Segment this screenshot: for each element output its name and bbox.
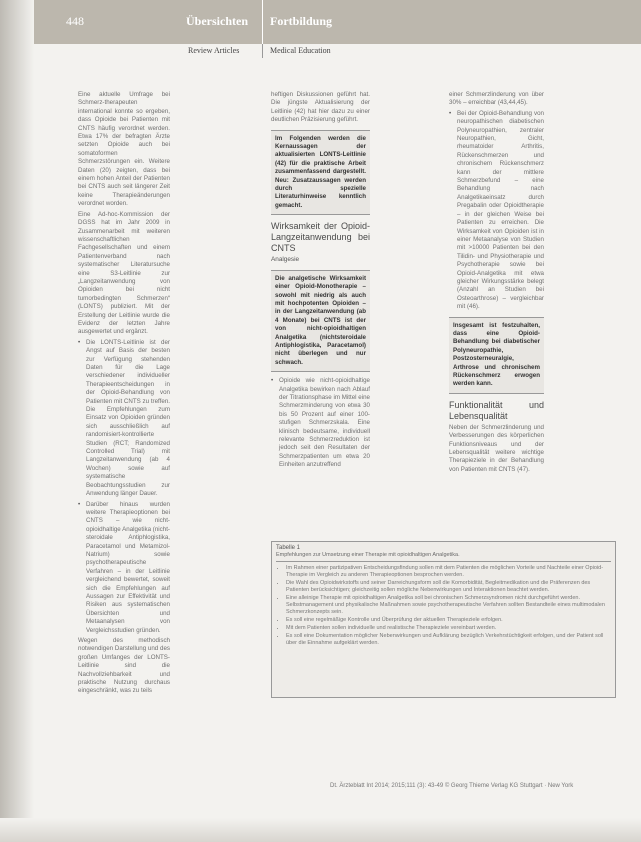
table-item: • Mit dem Patienten sollen individuelle und realistische Therapieziele vereinbart werden. [286,625,609,632]
section-title-right: Fortbildung [270,14,333,28]
key-statement-box: Im Folgenden werden die Kernaussagen der aktualisierten LONTS-Leitlinie (42) für die praktische Arbeit zusammenfassend dargestellt. Neu: Zusatzaussagen werden durch spezielle Literaturhinweise kenntlich gemacht. [271,130,370,216]
table-caption: Empfehlungen zur Umsetzung einer Therapie mit opioidhaltigen Analgetika. [276,552,460,558]
bullet-item: • Die LONTS-Leitlinie ist der Angst auf Basis der besten zur Verfügung stehenden Daten für die Lage verschiedener individueller Therapieentscheidungen in der Opioid-Behandlung von Patienten mit CNTS zu treffen. Die Empfehlungen zum Einsatz von Opioiden gründen sich ausschließlich auf randomisiert-kontrollierte Studien (RCT; Randomized Controlled Trial) mit Langzeitanwendung (ab 4 Wochen) sowie auf systematische Beobachtungsstudien zur Anwendung länger Dauer. [78,339,170,499]
key-statement-box: Die analgetische Wirksamkeit einer Opioid-Monotherapie – sowohl mit niedrig als auch mit hochpotenten Opioiden – in der Langzeitanwendung (ab 4 Monate) bei CNTS ist der von nicht-opioidhaltigen Analgetika (nichtsteroidale Antiphlogistika, Paracetamol) nicht überlegen und nur schwach. [271,270,370,372]
page-footer: Dt. Ärzteblatt Int 2014; 2015;111 (3): 43-49 © Georg Thieme Verlag KG Stuttgart · New York [330,783,574,789]
table-item: • Es soll eine regelmäßige Kontrolle und Überprüfung der aktuellen Therapieziele erfolgen. [286,617,609,624]
page-number: 448 [66,14,84,28]
section-title-left: Übersichten [186,14,248,28]
paragraph: einer Schmerzlinderung von über 30% – erreichbar (43,44,45). [449,91,544,107]
table-title: Tabelle 1 [276,545,301,551]
table-item: • Es soll eine Dokumentation möglicher Nebenwirkungen und Aufklärung bezüglich Verkehrstüchtigkeit erfolgen, und der Patient soll über die Einnahme aufgeklärt werden. [286,633,609,647]
subsection-left: Review Articles [188,46,240,55]
paragraph: Wegen des methodisch notwendigen Darstellung und des großen Umfanges der LONTS-Leitlinie sind die Nachvollziehbarkeit und praktische Nutzung durchaus eingeschränkt, was zu teils [78,637,170,695]
section-heading: Wirksamkeit der Opioid-Langzeitanwendung bei CNTS [271,221,370,254]
recommendations-table [271,541,616,698]
paragraph: Neben der Schmerzlinderung und Verbesserungen des körperlichen Funktionsniveaus und der Lebensqualität weitere wichtige Therapieziele in der Behandlung von Patienten mit CNTS (47). [449,423,544,473]
key-statement-box: Insgesamt ist festzuhalten, dass eine Opioid-Behandlung bei diabetischer Polyneuropathie, Postzosterneuralgie, Arthrose und chronischem Rückenschmerz erwogen werden kann. [449,317,544,394]
subsection-divider [262,44,263,58]
page-header-bar [0,0,641,44]
subsection-right: Medical Education [270,46,331,55]
binding-shadow [0,0,34,842]
column-3 [449,91,544,476]
bullet-item: • Bei der Opioid-Behandlung von neuropathischen diabetischen Polyneuropathien, zentraler Neuropathien, Gicht, rheumatoider Arthritis, Rückenschmerzen und chronischem Rückenschmerz kann der mittlere Schmerzbefund – eine Behandlung nach Analgetikaeinsatz durch Pregabalin oder Opioidtherapie – in der gleichen Weise bei Patienten zu erreichen. Die Wirksamkeit von Opioiden ist in einer Metaanalyse von Studien mit >10000 Patienten bei den Tilidin- und Physiotherapie und Psychotherapie sowie bei Opioid-Analgetika mit etwa gleicher Wirkungsstärke belegt (Anzahl an Studien bei Osteoarthrose) – vergleichbar mit (46). [449,110,544,312]
table-list [272,565,615,647]
table-item: • Die Wahl des Opioidwirkstoffs und seiner Darreichungsform soll die Komorbidität, Begleitmedikation und die Präferenzen des Patienten berücksichtigen; gleichzeitig sollen mögliche Nebenwirkungen und Interaktionen beachtet werden. [286,580,609,594]
subsection-heading: Analgesie [271,256,300,264]
table-rule [276,561,611,562]
column-1 [78,91,170,698]
bottom-shadow [0,818,641,842]
table-item: • Im Rahmen einer partizipativen Entscheidungsfindung sollen mit dem Patienten die möglichen Vorteile und Nachteile einer Opioid-Therapie im Vergleich zu anderen Therapieoptionen besprochen werden. [286,565,609,579]
table-item: • Eine alleinige Therapie mit opioidhaltigen Analgetika soll bei chronischen Schmerzsyndromen nicht durchgeführt werden. Selbstmanagement und physikalische Maßnahmen sowie psychotherapeutische Verfahren sollten Bestandteile eines multimodalen Schmerzkonzepts sein. [286,595,609,616]
bullet-item: • Darüber hinaus wurden weitere Therapieoptionen bei CNTS – wie nicht-opioidhaltige Analgetika (nicht-steroidale Antiphlogistika, Paracetamol und Metamizol-Natrium) sowie psychotherapeutische Verfahren – in der Leitlinie vergleichend bewertet, soweit sich die Empfehlungen auf Aussagen zur Effektivität und Risiken aus systematischen Übersichten und Metaanalysen von Vergleichsstudien gründen. [78,501,170,636]
section-heading: Funktionalität und Lebensqualität [449,399,544,421]
bullet-item: • Opioide wie nicht-opioidhaltige Analgetika bewirken nach Ablauf der Titrationsphase im Mittel eine Schmerzminderung von etwa 30 bis 50 Prozent auf einer 100-stufigen Schmerzskala. Eine klinisch bedeutsame, individuell relevante Schmerzreduktion ist jedoch seit den Resultaten der Schmerzpatienten um etwa 20 Einheiten anzutreffend [271,377,370,469]
header-divider [262,0,263,44]
column-2 [271,91,370,472]
paragraph: Eine aktuelle Umfrage bei Schmerz-therapeuten international konnte so ergeben, dass Opioide bei Patienten mit CNTS häufig verordnet werden. Etwa 17% der befragten Ärzte setzten Opioide auch bei somatoformen Schmerzstörungen ein. Weitere Daten (20) zeigten, dass bei einem hohen Anteil der Patienten bei CNTS auch seit längerer Zeit keine Therapieänderungen verordnet worden. [78,91,170,208]
paragraph: Eine Ad-hoc-Kommission der DGSS hat im Jahr 2009 in Zusammenarbeit mit weiteren wissenschaftlichen Fachgesellschaften und einem Patientenverband nach systematischer Literatursuche eine S3-Leitlinie zur „Langzeitanwendung von Opioiden bei nicht tumorbedingten Schmerzen“ (LONTS) publiziert. Mit der Erstellung der Leitlinie wurde die Evidenz der letzten Jahre ausgewertet und ergänzt. [78,210,170,336]
paragraph: heftigen Diskussionen geführt hat. Die jüngste Aktualisierung der Leitlinie (42) hat hier dazu zu einer deutlichen Präzisierung geführt. [271,91,370,124]
